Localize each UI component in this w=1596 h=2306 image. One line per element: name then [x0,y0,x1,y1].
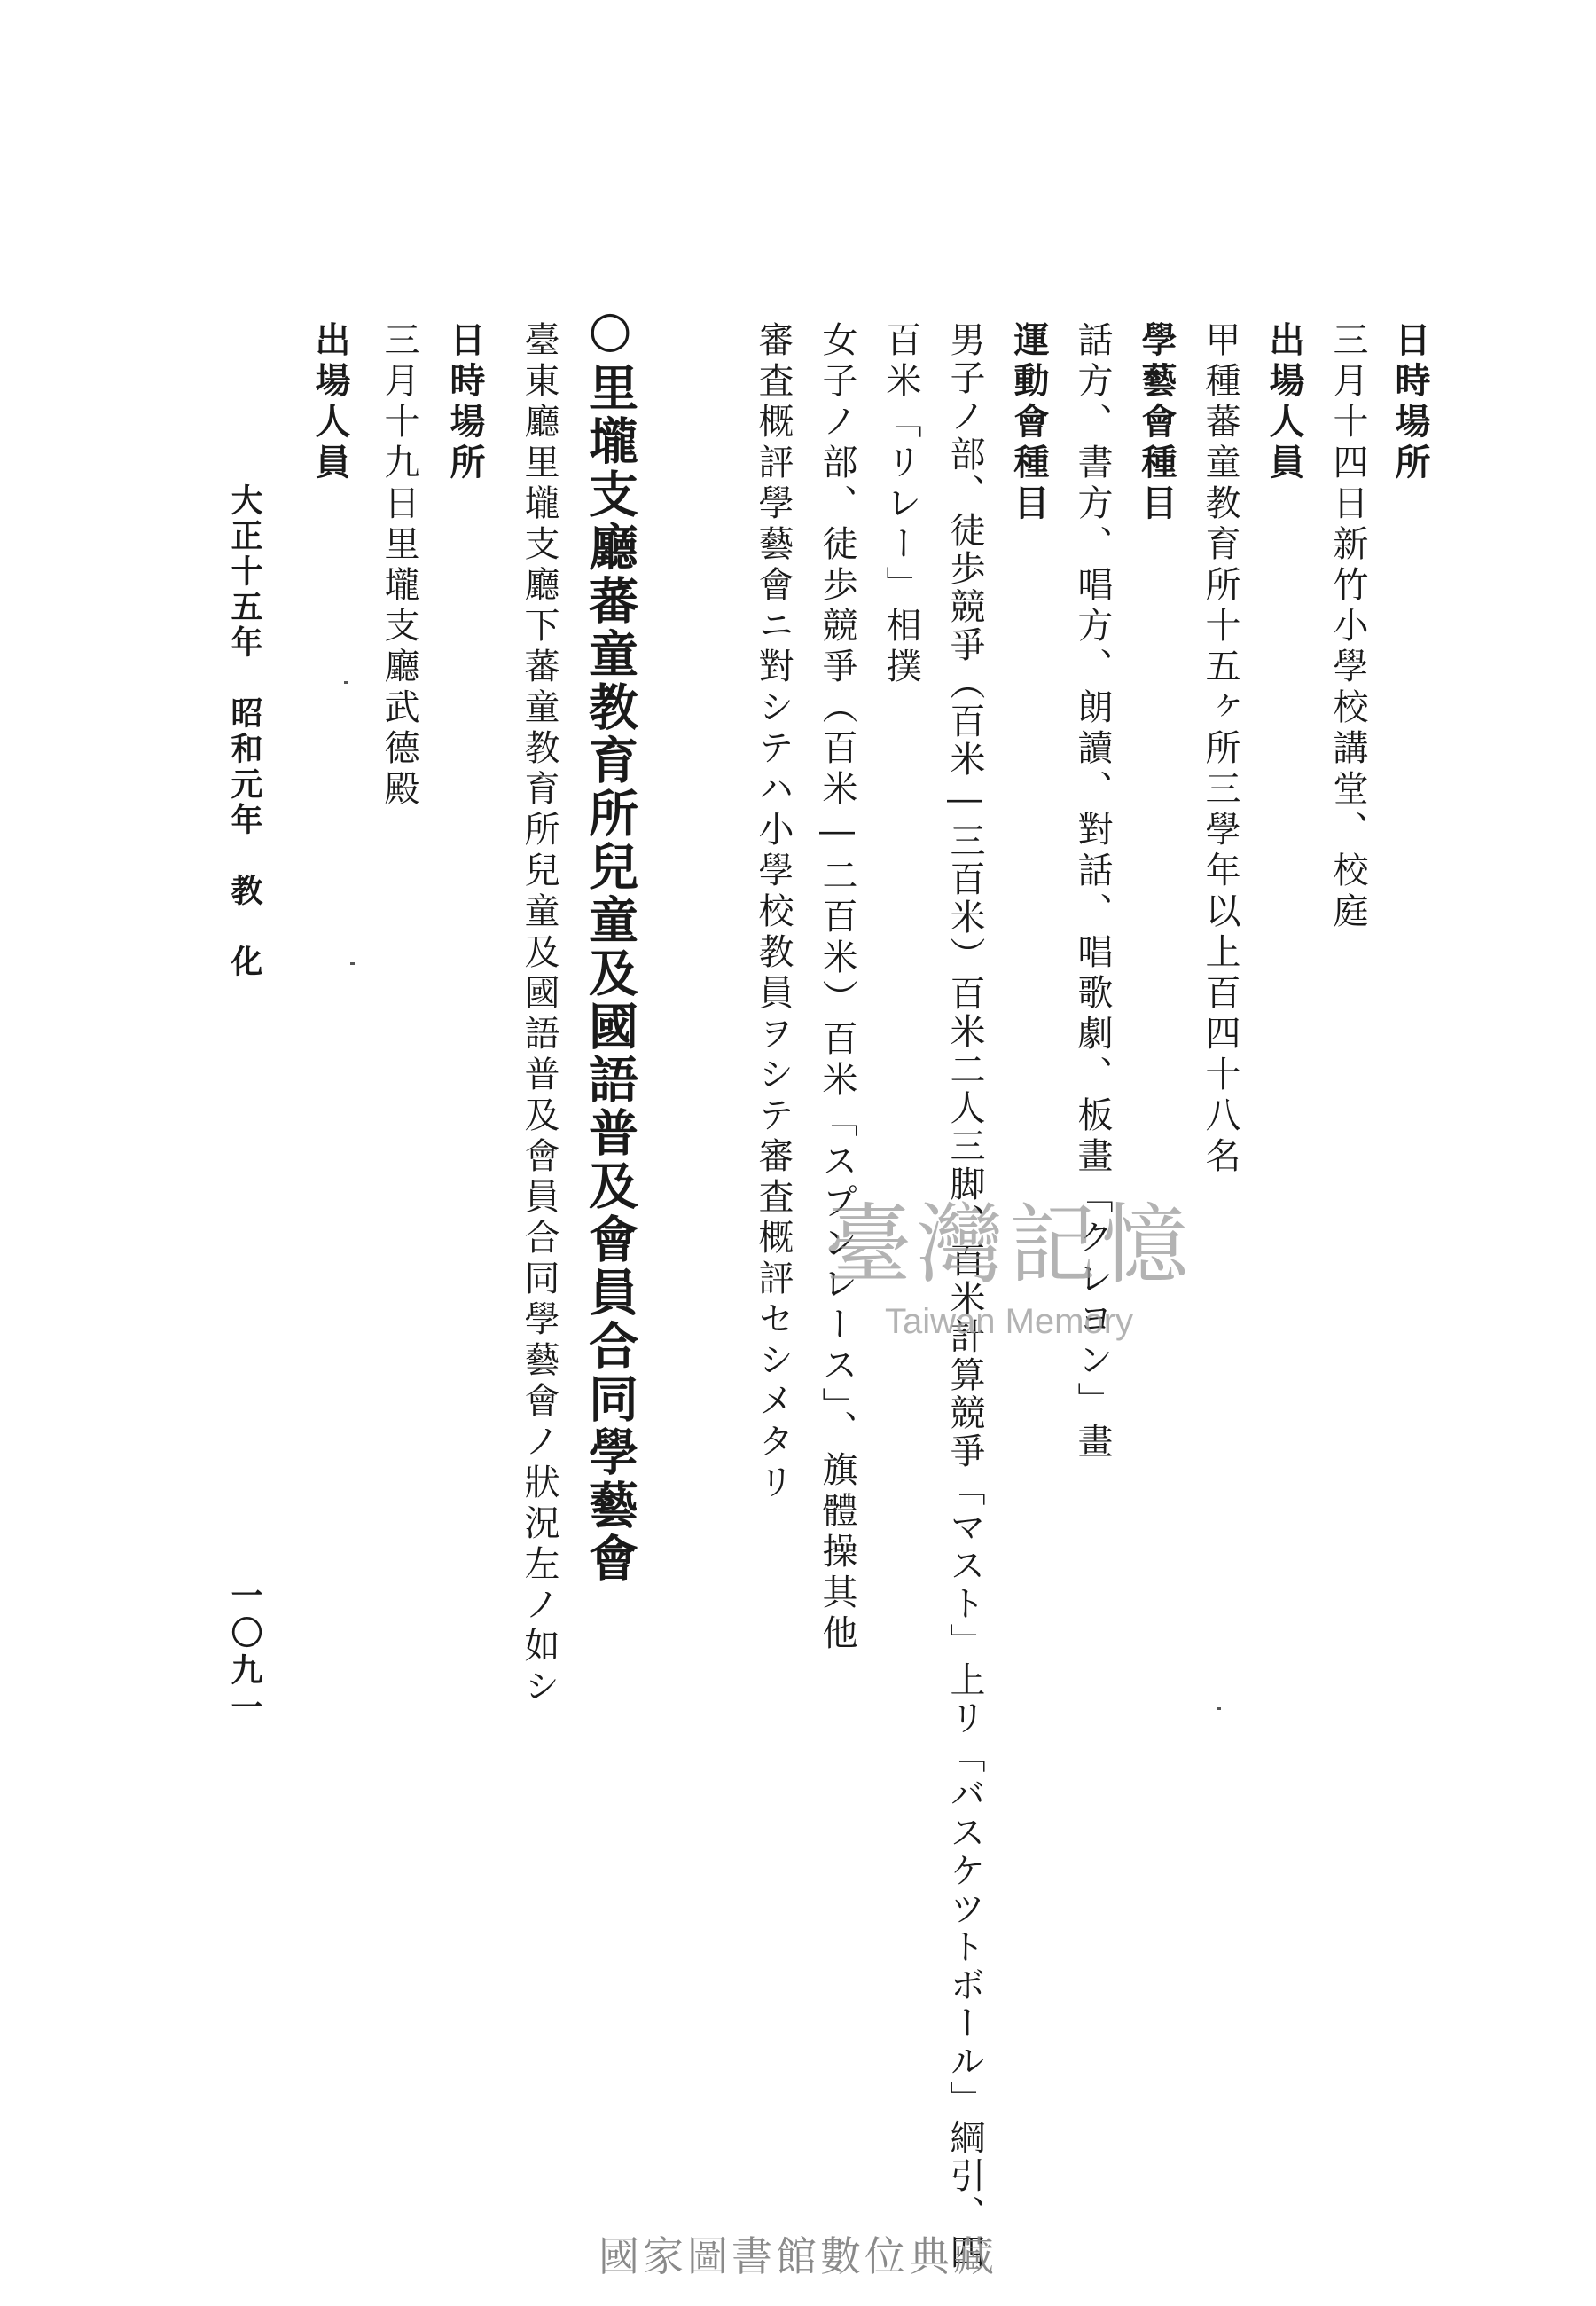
running-header: 大正十五年 昭和元年 教 化 [226,483,263,980]
watermark [825,1175,1193,1342]
line-arts-events: 話方、書方、唱方、朗讀、對話、唱歌劇、板畫「クレヨン」畫 [1072,321,1113,1463]
scan-speck [344,681,348,684]
scan-speck [350,962,355,965]
line-date-venue-1: 三月十四日新竹小學校講堂、校庭 [1327,321,1368,933]
line-datetime-place-1: 日時場所 [1389,321,1431,484]
line-arts-events-heading: 學藝會種目 [1136,321,1177,525]
footer-credit: 國家圖書館數位典藏 [598,2232,998,2280]
line-boys-events: 男子ノ部、徒歩競爭（百米―三百米）百米二人三脚、百米計算競爭「マスト」上リ「バスケツトボール」綱引、四 [944,321,985,2271]
line-datetime-place-2: 日時場所 [444,321,486,484]
line-date-venue-2: 三月十九日里壠支廳武德殿 [379,321,419,811]
line-participants-1: 出場人員 [1264,321,1305,484]
line-participants-2: 出場人員 [309,321,351,484]
watermark-cjk: 臺灣記憶 [825,1195,1194,1296]
line-girls-events: 女子ノ部、徒歩競爭（百米―二百米）百米「スプンレース」、旗體操其他 [817,321,857,1655]
section-heading: ○里壠支廳蕃童教育所兒童及國語普及會員合同學藝會 [581,300,639,1586]
line-sports-events-heading: 運動會種目 [1008,321,1050,525]
line-participants-detail-1: 甲種蕃童教育所十五ヶ所三學年以上百四十八名 [1200,321,1240,1178]
page-number: 一〇九一 [226,1579,263,1728]
watermark-en: Taiwan Memory [884,1302,1134,1341]
line-intro: 臺東廳里壠支廳下蕃童教育所兒童及國語普及會員合同學藝會ノ狀況左ノ如シ [519,321,559,1708]
line-judging-review: 審査概評學藝會ニ對シテハ小學校教員ヲシテ審査概評セシメタリ [753,321,794,1504]
scan-speck [1217,1707,1221,1710]
line-boys-events-cont: 百米「リレー」相撲 [880,321,921,688]
